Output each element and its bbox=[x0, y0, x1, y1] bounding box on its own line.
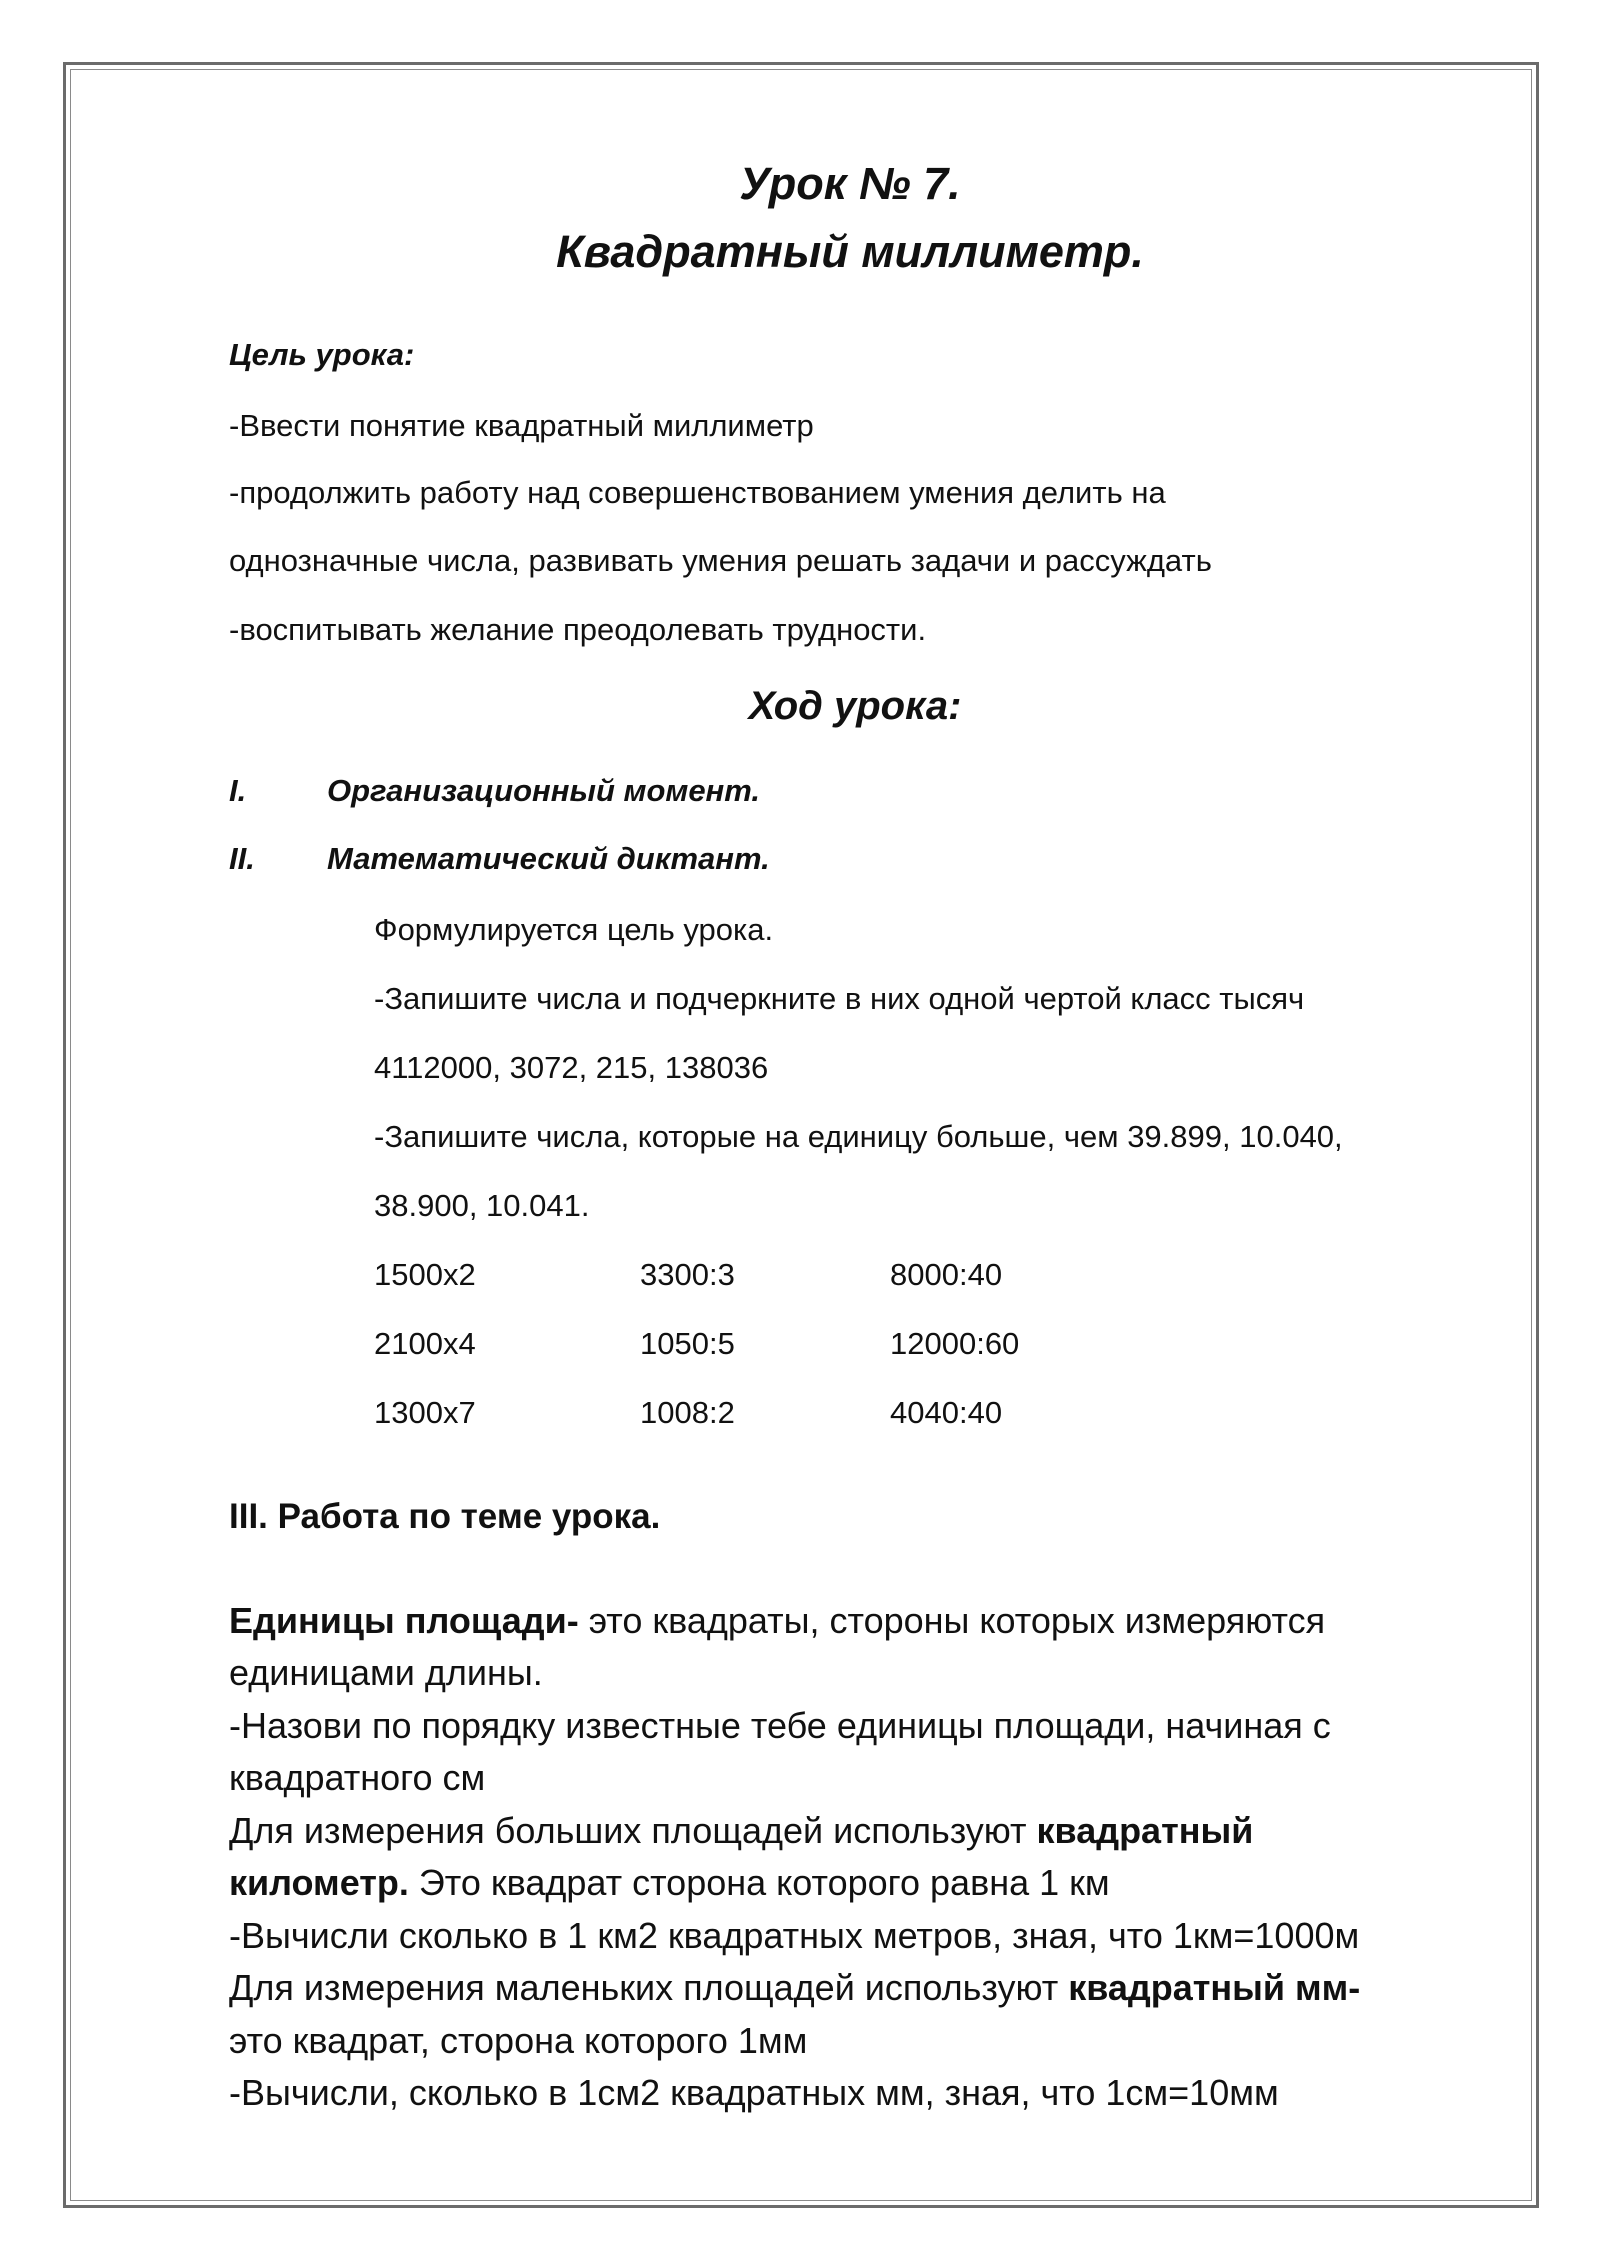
paragraph-term: квадратный bbox=[1036, 1810, 1254, 1851]
paragraph-text: Для измерения маленьких площадей используют bbox=[229, 1967, 1069, 2008]
paragraph-line bbox=[229, 1810, 1253, 1852]
stage-number: II. bbox=[229, 841, 255, 876]
definition-term: Единицы площади- bbox=[229, 1600, 579, 1641]
goal-item: -Ввести понятие квадратный миллиметр bbox=[229, 408, 814, 443]
paragraph-term: километр. bbox=[229, 1862, 409, 1903]
dictation-line: Формулируется цель урока. bbox=[374, 912, 774, 947]
goal-item: однозначные числа, развивать умения решать задачи и рассуждать bbox=[229, 543, 1212, 578]
exercise-cell: 1500х2 bbox=[374, 1257, 476, 1292]
stage-number: I. bbox=[229, 773, 247, 808]
exercise-cell: 8000:40 bbox=[890, 1257, 1003, 1292]
section-heading: III. Работа по теме урока. bbox=[229, 1497, 661, 1536]
task-line: квадратного см bbox=[229, 1757, 486, 1798]
definition-line bbox=[229, 1600, 1325, 1642]
course-heading: Ход урока: bbox=[748, 684, 962, 728]
paragraph-text: Это квадрат сторона которого равна 1 км bbox=[408, 1862, 1110, 1903]
lesson-topic-title: Квадратный миллиметр. bbox=[556, 226, 1144, 277]
dictation-line: 4112000, 3072, 215, 138036 bbox=[374, 1050, 769, 1085]
goal-item: -продолжить работу над совершенствованием умения делить на bbox=[229, 475, 1166, 510]
dictation-line: 38.900, 10.041. bbox=[374, 1188, 590, 1223]
exercise-cell: 1050:5 bbox=[640, 1326, 735, 1361]
dictation-line: -Запишите числа, которые на единицу больше, чем 39.899, 10.040, bbox=[374, 1119, 1343, 1154]
goal-item: -воспитывать желание преодолевать трудности. bbox=[229, 612, 927, 647]
task-line: -Вычисли сколько в 1 км2 квадратных метров, зная, что 1км=1000м bbox=[229, 1915, 1360, 1956]
task-line: -Назови по порядку известные тебе единицы площади, начиная с bbox=[229, 1705, 1331, 1746]
exercise-cell: 1008:2 bbox=[640, 1395, 735, 1430]
paragraph-line bbox=[229, 1967, 1360, 2009]
task-line: -Вычисли, сколько в 1см2 квадратных мм, зная, что 1см=10мм bbox=[229, 2072, 1279, 2113]
dictation-line: -Запишите числа и подчеркните в них одной чертой класс тысяч bbox=[374, 981, 1305, 1016]
definition-text: это квадраты, стороны которых измеряются bbox=[578, 1600, 1326, 1641]
goals-label: Цель урока: bbox=[229, 337, 415, 372]
paragraph-term: квадратный мм- bbox=[1068, 1967, 1361, 2008]
exercise-cell: 3300:3 bbox=[640, 1257, 735, 1292]
exercise-cell: 12000:60 bbox=[890, 1326, 1020, 1361]
exercise-cell: 2100х4 bbox=[374, 1326, 476, 1361]
stage-title: Организационный момент. bbox=[327, 773, 761, 808]
stage-title: Математический диктант. bbox=[327, 841, 770, 876]
exercise-cell: 4040:40 bbox=[890, 1395, 1003, 1430]
definition-line: единицами длины. bbox=[229, 1652, 543, 1693]
paragraph-line: это квадрат, сторона которого 1мм bbox=[229, 2020, 808, 2061]
lesson-number-title: Урок № 7. bbox=[739, 158, 961, 209]
exercise-cell: 1300х7 bbox=[374, 1395, 476, 1430]
paragraph-line bbox=[229, 1862, 1110, 1904]
paragraph-text: Для измерения больших площадей используют bbox=[229, 1810, 1037, 1851]
